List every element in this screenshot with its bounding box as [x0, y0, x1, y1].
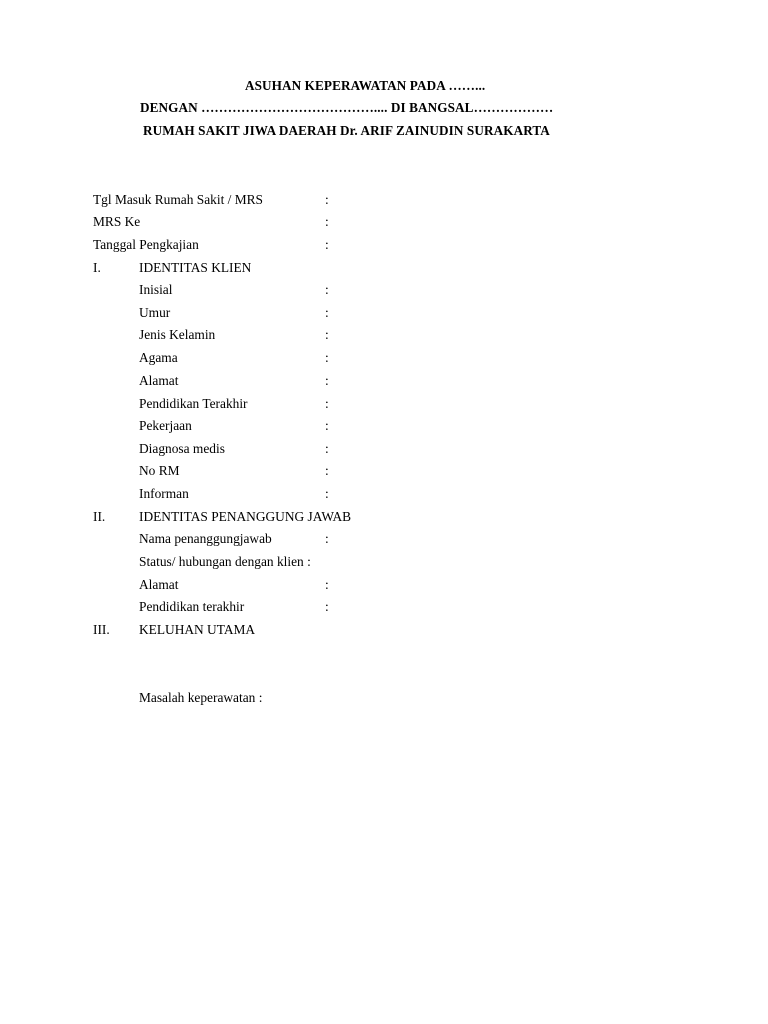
field-label: MRS Ke: [93, 214, 141, 229]
field-colon: :: [325, 486, 329, 501]
field-colon: :: [325, 373, 329, 388]
field-colon: :: [325, 192, 329, 207]
masalah-keperawatan-label: Masalah keperawatan :: [139, 690, 263, 705]
section-heading-keluhan-utama: [0, 621, 768, 639]
section-title: KELUHAN UTAMA: [139, 622, 256, 637]
section-heading-penanggung-jawab: [0, 508, 768, 526]
field-colon: :: [325, 237, 329, 252]
field-colon: :: [325, 599, 329, 614]
field-label: Umur: [139, 305, 171, 320]
field-colon: :: [325, 418, 329, 433]
field-row-inisial: [0, 281, 768, 299]
field-label: Alamat: [139, 577, 179, 592]
field-row-tanggal-pengkajian: [0, 236, 768, 254]
field-label: Pekerjaan: [139, 418, 192, 433]
header-title: ASUHAN KEPERAWATAN PADA ……...: [245, 78, 486, 93]
field-label: Alamat: [139, 373, 179, 388]
field-row-pendidikan-pj: [0, 598, 768, 616]
field-row-alamat: [0, 372, 768, 390]
field-row-umur: [0, 304, 768, 322]
field-label: Nama penanggungjawab: [139, 531, 272, 546]
field-label: No RM: [139, 463, 180, 478]
field-row-diagnosa-medis: [0, 440, 768, 458]
field-colon: :: [325, 463, 329, 478]
field-label: Agama: [139, 350, 178, 365]
field-label: Tgl Masuk Rumah Sakit / MRS: [93, 192, 263, 207]
header-patient-ward: DENGAN ………………………………….... DI BANGSAL………………: [140, 100, 554, 115]
field-row-agama: [0, 349, 768, 367]
field-colon: :: [325, 282, 329, 297]
field-label: Pendidikan Terakhir: [139, 396, 248, 411]
section-number: II.: [93, 509, 106, 524]
field-row-status-hubungan: [0, 553, 768, 571]
field-colon: :: [325, 441, 329, 456]
field-label: Inisial: [139, 282, 173, 297]
field-colon: :: [325, 350, 329, 365]
field-row-tgl-masuk: [0, 191, 768, 209]
header-hospital: RUMAH SAKIT JIWA DAERAH Dr. ARIF ZAINUDIN SURAKARTA: [143, 123, 550, 138]
field-row-pendidikan-terakhir: [0, 395, 768, 413]
field-label: Tanggal Pengkajian: [93, 237, 199, 252]
field-colon: :: [325, 531, 329, 546]
field-row-jenis-kelamin: [0, 326, 768, 344]
section-heading-identitas-klien: [0, 259, 768, 277]
section-title: IDENTITAS KLIEN: [139, 260, 252, 275]
field-label: Pendidikan terakhir: [139, 599, 245, 614]
field-label: Diagnosa medis: [139, 441, 225, 456]
field-label: Jenis Kelamin: [139, 327, 216, 342]
field-label: Status/ hubungan dengan klien :: [139, 554, 311, 569]
field-row-alamat-pj: [0, 576, 768, 594]
field-row-mrs-ke: [0, 213, 768, 231]
field-row-no-rm: [0, 462, 768, 480]
field-colon: :: [325, 327, 329, 342]
field-colon: :: [325, 396, 329, 411]
field-colon: :: [325, 214, 329, 229]
field-row-informan: [0, 485, 768, 503]
field-row-nama-penanggungjawab: [0, 530, 768, 548]
section-number: III.: [93, 622, 110, 637]
section-number: I.: [93, 260, 101, 275]
field-colon: :: [325, 577, 329, 592]
masalah-keperawatan-row: [0, 689, 768, 707]
field-label: Informan: [139, 486, 189, 501]
section-title: IDENTITAS PENANGGUNG JAWAB: [139, 509, 352, 524]
field-row-pekerjaan: [0, 417, 768, 435]
field-colon: :: [325, 305, 329, 320]
